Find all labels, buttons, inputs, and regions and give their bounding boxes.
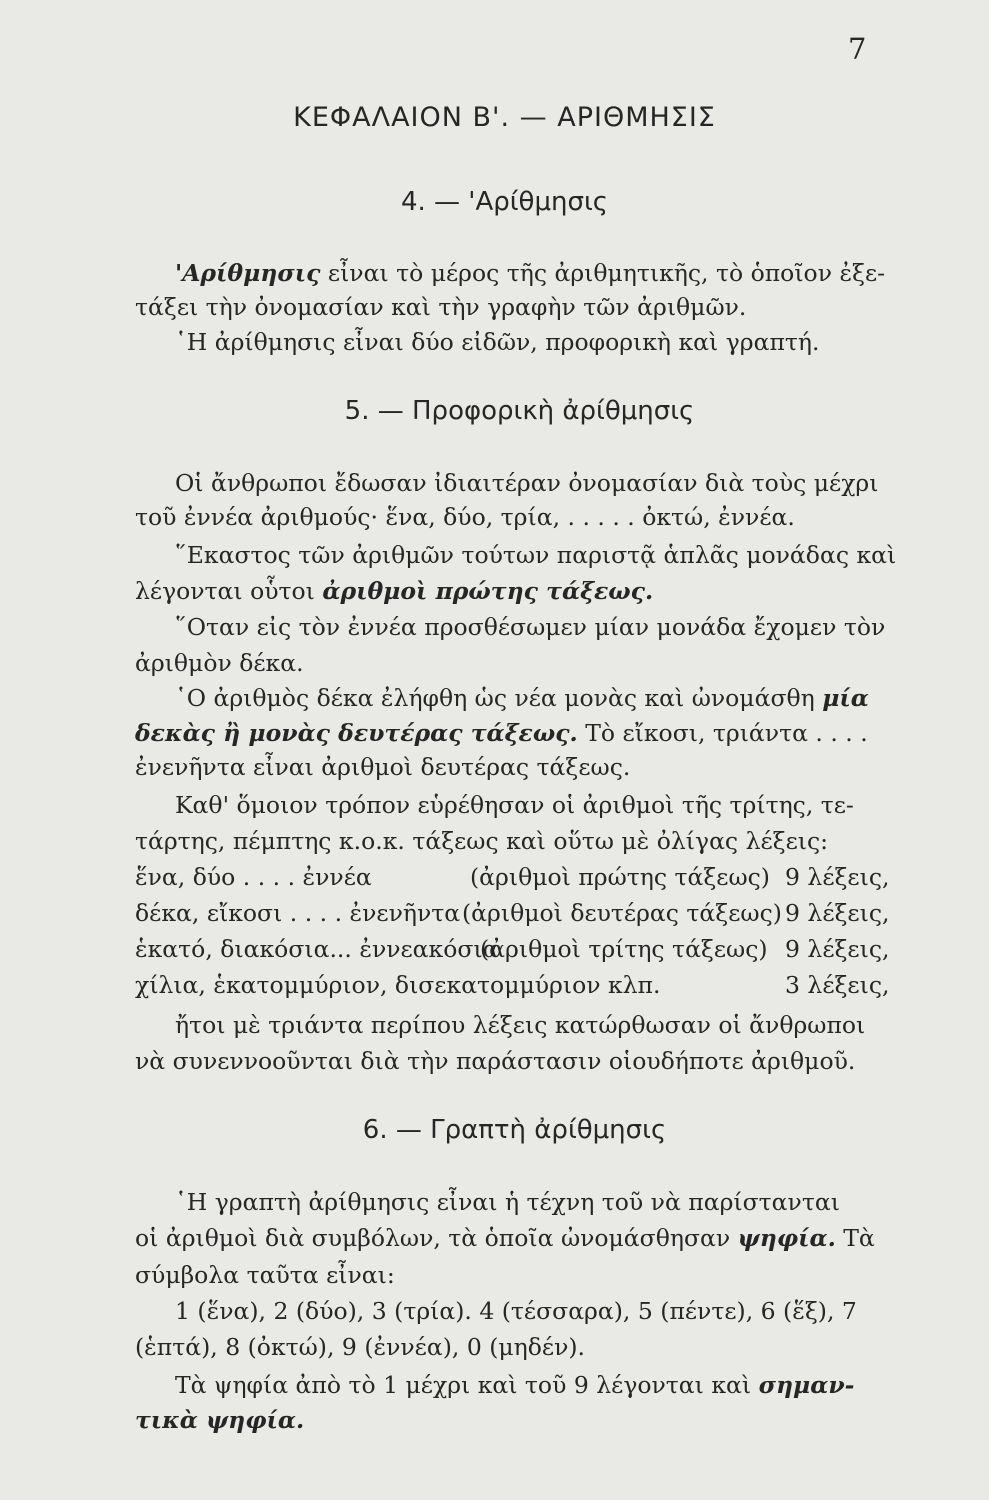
paragraph-line: Καθ' ὅμοιον τρόπον εὑρέθησαν οἱ ἀριθμοὶ τῆς τρίτης, τε- [175,791,854,819]
paragraph-line [135,718,895,748]
paragraph-line: ῞Οταν εἰς τὸν ἐννέα προσθέσωμεν μίαν μονάδα ἔχομεν τὸν [175,613,886,641]
paragraph-line: νὰ συνεννοοῦνται διὰ τὴν παράστασιν οἱουδήποτε ἀριθμοῦ. [135,1047,856,1075]
paragraph-line: σύμβολα ταῦτα εἶναι: [135,1261,395,1289]
term-simantika: σημαν- [758,1371,855,1399]
paragraph-line: 1 (ἕνα), 2 (δύο), 3 (τρία). 4 (τέσσαρα), 5 (πέντε), 6 (ἕξ), 7 [175,1297,857,1325]
text-fragment: Τὰ ψηφία ἀπὸ τὸ 1 μέχρι καὶ τοῦ 9 λέγονται καὶ [175,1371,752,1399]
paragraph-line [175,258,895,288]
text-fragment: Τὰ [843,1224,875,1252]
paragraph-line [135,1405,895,1435]
term-simantika-psifia: τικὰ ψηφία. [135,1406,305,1434]
table-cell: 9 λέξεις, [785,935,890,963]
paragraph-line: ῾Η γραπτὴ ἀρίθμησις εἶναι ἡ τέχνη τοῦ νὰ παρίστανται [175,1188,840,1216]
table-cell: (ἀριθμοὶ τρίτης τάξεως) [480,935,768,963]
term-mia: μία [822,684,869,712]
paragraph-line [135,576,895,606]
section-heading-5: 5. — Προφορικὴ ἀρίθμησις [344,396,695,426]
paragraph-line: ἀριθμὸν δέκα. [135,649,304,677]
text-fragment: οἱ ἀριθμοὶ διὰ συμβόλων, τὰ ὁποῖα ὠνομάσθησαν [135,1224,731,1252]
term-psifia: ψηφία. [737,1224,836,1252]
table-cell: χίλια, ἑκατομμύριον, δισεκατομμύριον κλπ. [135,971,661,999]
paragraph-line [175,683,895,713]
term-first-order: ἀριθμοὶ πρώτης τάξεως. [322,577,654,605]
table-cell: (ἀριθμοὶ πρώτης τάξεως) [470,863,770,891]
paragraph-line: ἤτοι μὲ τριάντα περίπου λέξεις κατώρθωσαν οἱ ἄνθρωποι [175,1011,866,1039]
section-heading-4: 4. — 'Αρίθμησις [400,187,609,217]
section-heading-6: 6. — Γραπτὴ ἀρίθμησις [362,1115,667,1145]
table-cell: ἕνα, δύο . . . . ἐννέα [135,863,372,891]
term-dekas: δεκὰς ἢ μονὰς δευτέρας τάξεως. [135,719,578,747]
table-cell: 3 λέξεις, [785,971,890,999]
paragraph-line: ῾Η ἀρίθμησις εἶναι δύο εἰδῶν, προφορικὴ καὶ γραπτή. [175,328,820,356]
text-fragment: εἶναι τὸ μέρος τῆς ἀριθμητικῆς, τὸ ὁποῖον ἐξε- [327,259,886,287]
paragraph-line: ῞Εκαστος τῶν ἀριθμῶν τούτων παριστᾷ ἁπλᾶς μονάδας καὶ [175,541,897,569]
text-fragment: λέγονται οὗτοι [135,577,315,605]
text-fragment: ῾Ο ἀριθμὸς δέκα ἐλήφθη ὡς νέα μονὰς καὶ ὠνομάσθη [175,684,815,712]
paragraph-line [175,1370,895,1400]
chapter-title: ΚΕΦΑΛΑΙΟΝ Β'. — ΑΡΙΘΜΗΣΙΣ [293,102,716,133]
paragraph-line: ἐνενῆντα εἶναι ἀριθμοὶ δευτέρας τάξεως. [135,753,631,781]
paragraph-line: τοῦ ἐννέα ἀριθμούς· ἕνα, δύο, τρία, . . . . . ὀκτώ, ἐννέα. [135,503,795,531]
table-cell: 9 λέξεις, [785,899,890,927]
table-cell: ἑκατό, διακόσια... ἐννεακόσια [135,935,499,963]
paragraph-line: (ἑπτά), 8 (ὀκτώ), 9 (ἐννέα), 0 (μηδέν). [135,1333,586,1361]
table-cell: 9 λέξεις, [785,863,890,891]
paragraph-line: τάξει τὴν ὀνομασίαν καὶ τὴν γραφὴν τῶν ἀριθμῶν. [135,293,747,321]
paragraph-line: Οἱ ἄνθρωποι ἔδωσαν ἰδιαιτέραν ὀνομασίαν διὰ τοὺς μέχρι [175,469,879,497]
table-cell: δέκα, εἴκοσι . . . . ἐνενῆντα [135,899,461,927]
page-number: 7 [848,32,867,66]
text-fragment: Τὸ εἴκοσι, τριάντα . . . . [585,719,868,747]
table-cell: (ἀριθμοὶ δευτέρας τάξεως) [462,899,782,927]
paragraph-line: τάρτης, πέμπτης κ.ο.κ. τάξεως καὶ οὕτω μὲ ὀλίγας λέξεις: [135,827,829,855]
paragraph-line [135,1223,895,1253]
term-arithmisis: 'Αρίθμησις [175,259,321,287]
